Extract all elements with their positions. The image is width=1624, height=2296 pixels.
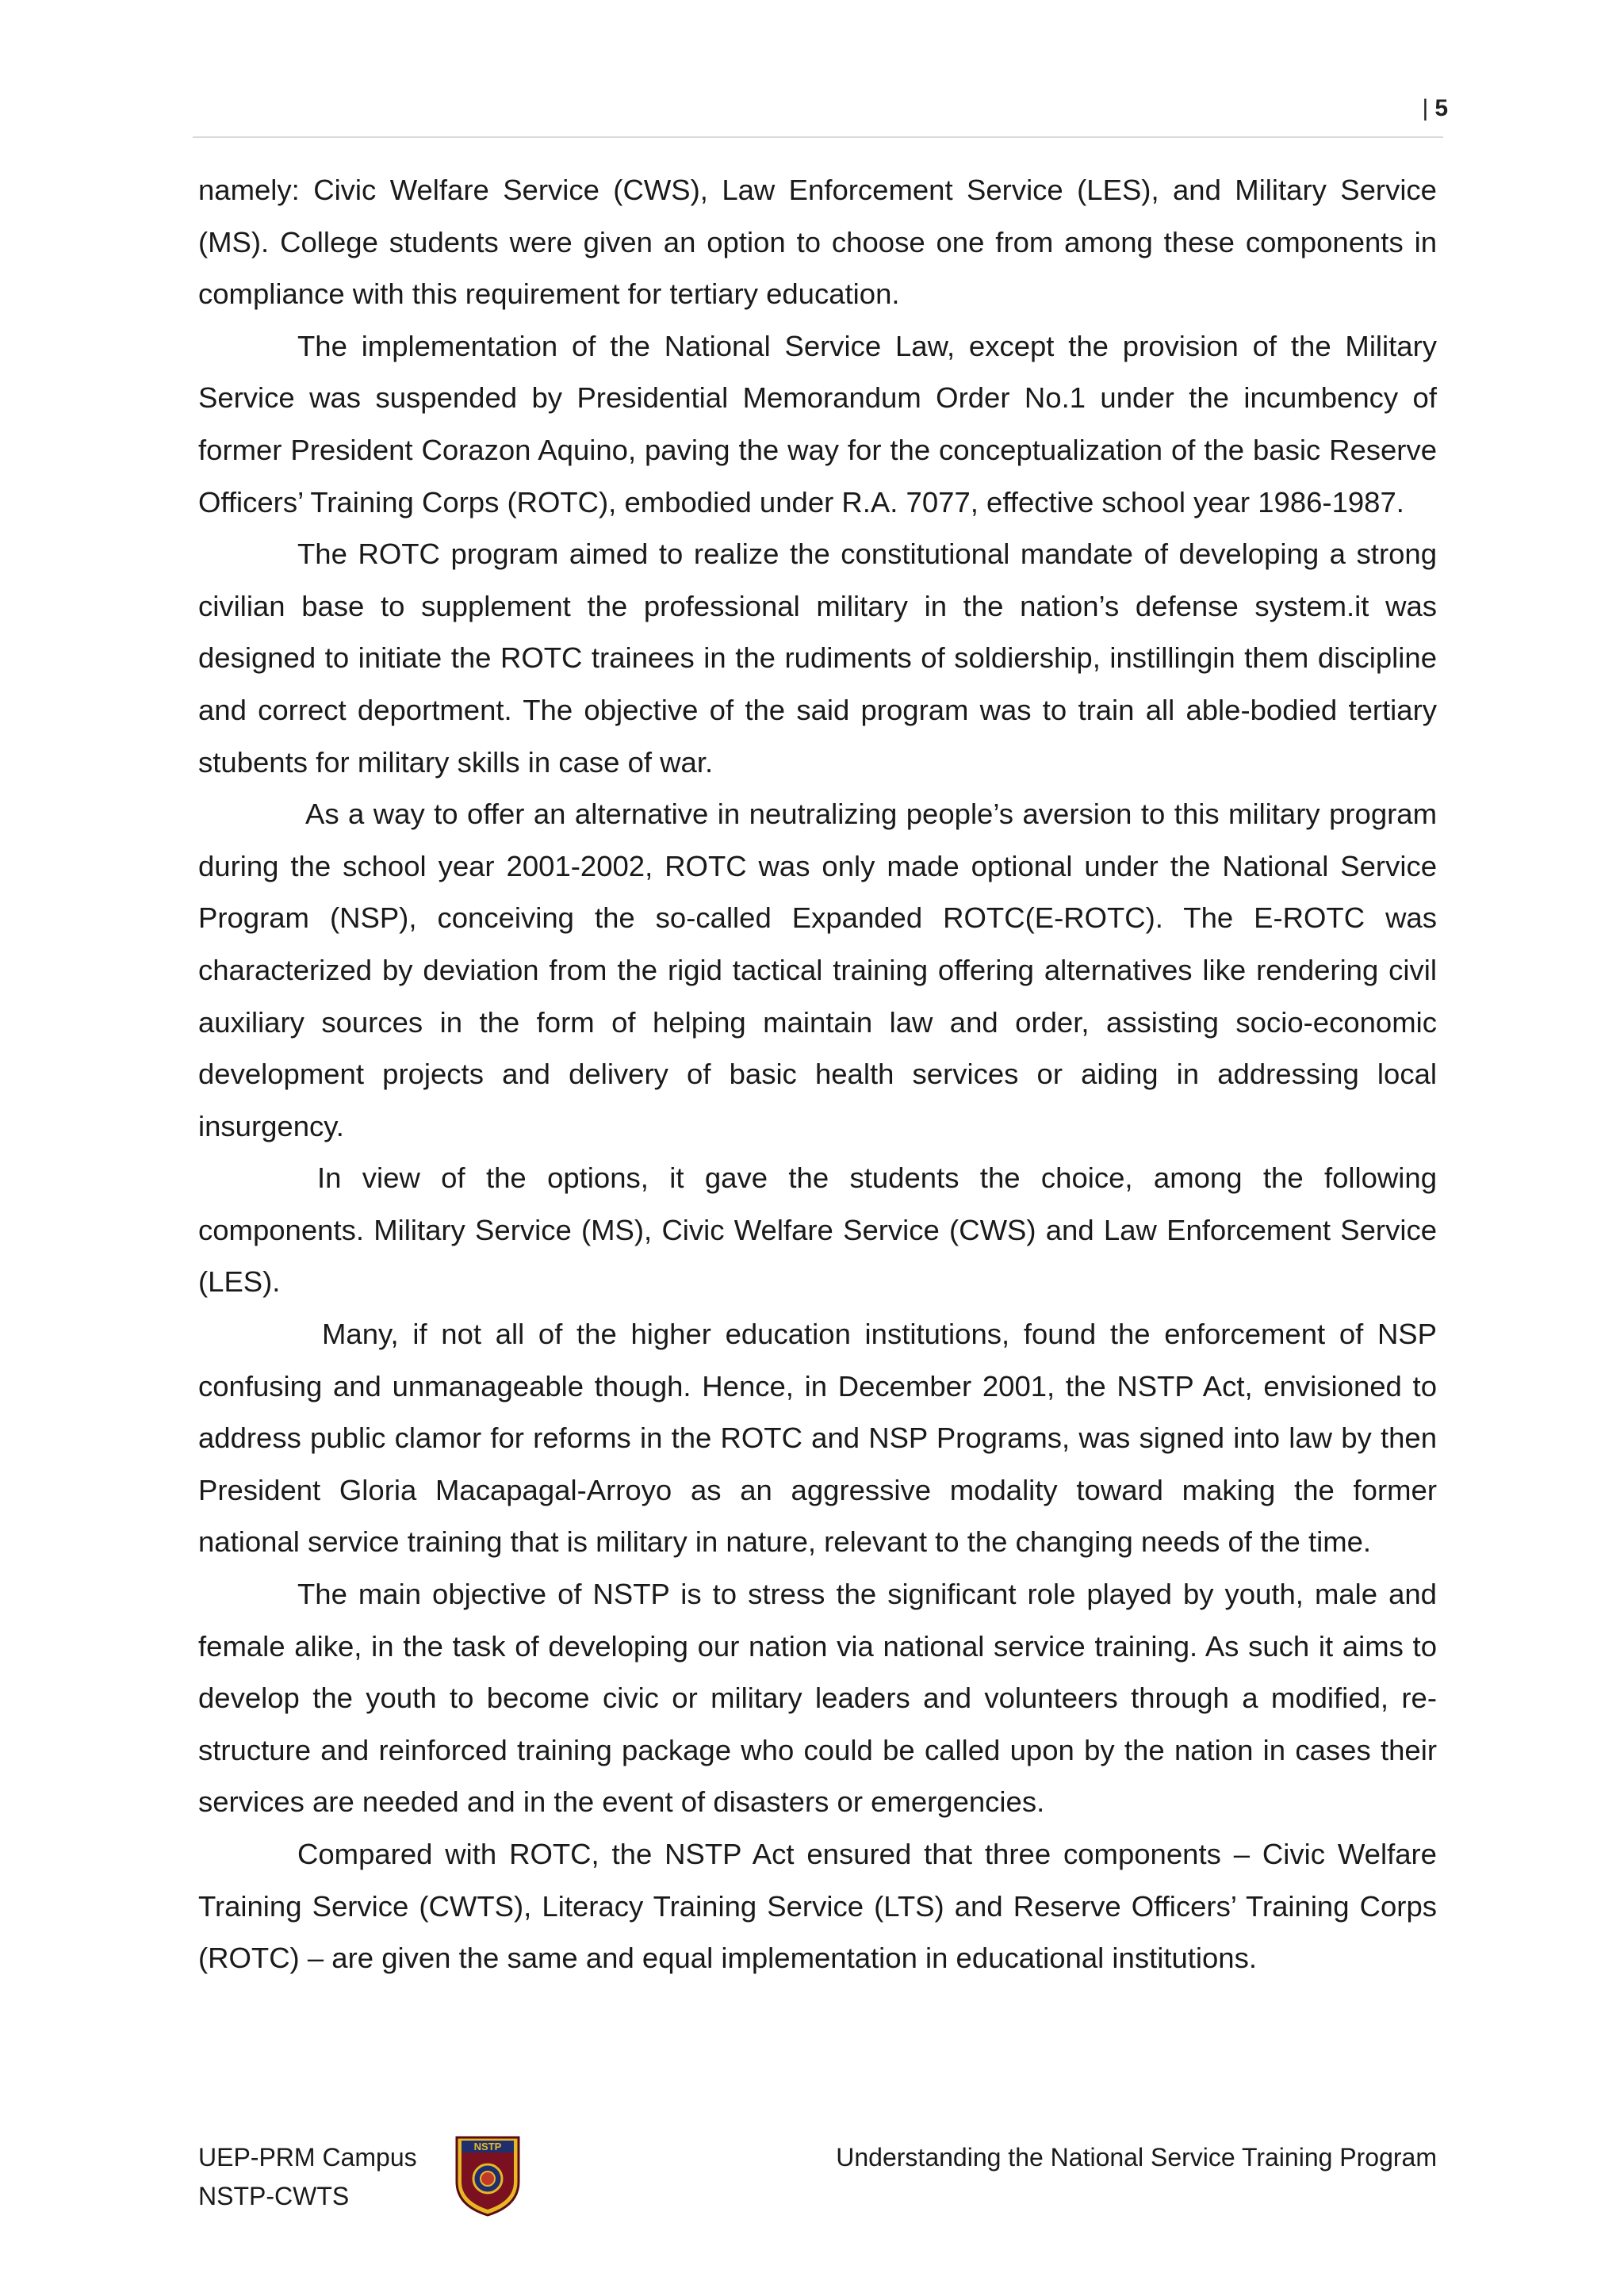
footer-campus-line2: NSTP-CWTS <box>198 2182 350 2210</box>
paragraph-5: In view of the options, it gave the students the choice, among the following components. Military Service (MS), Civic Welfare Service (CWS) and Law Enforcement Service (LES). <box>198 1161 1437 1299</box>
paragraph-2: The implementation of the National Service Law, except the provision of the Military Service was suspended by Presidential Memorandum Order No.1 under the incumbency of former President Corazon Aquino, paving the way for the conceptualization of the basic Reserve Officers’ Training Corps (ROTC), embodied under R.A. 7077, effective school year 1986-1987. <box>198 329 1437 519</box>
nstp-shield-logo <box>454 2133 522 2218</box>
footer-campus <box>198 2138 417 2216</box>
paragraph-8: Compared with ROTC, the NSTP Act ensured that three components – Civic Welfare Training Service (CWTS), Literacy Training Service (LTS) and Reserve Officers’ Training Corps (ROTC) – are given the same and equal implementation in educational institutions. <box>198 1838 1437 1975</box>
logo-text: NSTP <box>473 2141 502 2152</box>
header-divider <box>193 136 1443 138</box>
paragraph-6: Many, if not all of the higher education institutions, found the enforcement of NSP confusing and unmanageable though. Hence, in December 2001, the NSTP Act, envisioned to address public clamor for reforms in the ROTC and NSP Programs, was signed into law by then President Gloria Macapagal-Arroyo as an aggressive modality toward making the former national service training that is military in nature, relevant to the changing needs of the time. <box>198 1318 1437 1559</box>
page-number-separator: | <box>1422 95 1429 121</box>
paragraph-7: The main objective of NSTP is to stress the significant role played by youth, male and female alike, in the task of developing our nation via national service training. As such it aims to develop the youth to become civic or military leaders and volunteers through a modified, re-structure and reinforced training package who could be called upon by the nation in cases their services are needed and in the event of disasters or emergencies. <box>198 1578 1437 1819</box>
page-number-value: 5 <box>1434 95 1448 121</box>
footer-document-title: Understanding the National Service Training Program <box>836 2143 1437 2172</box>
document-body <box>198 164 1437 1984</box>
paragraph-1: namely: Civic Welfare Service (CWS), Law Enforcement Service (LES), and Military Service (MS). College students were given an option to choose one from among these components in compliance with this requirement for tertiary education. <box>198 174 1437 311</box>
paragraph-3: The ROTC program aimed to realize the constitutional mandate of developing a strong civilian base to supplement the professional military in the nation’s defense system.it was designed to initiate the ROTC trainees in the rudiments of soldiership, instillingin them discipline and correct deportment. The objective of the said program was to train all able-bodied tertiary stubents for military skills in case of war. <box>198 538 1437 779</box>
paragraph-4: As a way to offer an alternative in neutralizing people’s aversion to this military program during the school year 2001-2002, ROTC was only made optional under the National Service Program (NSP), conceiving the so-called Expanded ROTC(E-ROTC). The E-ROTC was characterized by deviation from the rigid tactical training offering alternatives like rendering civil auxiliary sources in the form of helping maintain law and order, assisting socio-economic development projects and delivery of basic health services or aiding in addressing local insurgency. <box>198 798 1437 1142</box>
page-number <box>1423 95 1448 122</box>
footer-campus-line1: UEP-PRM Campus <box>198 2143 417 2172</box>
